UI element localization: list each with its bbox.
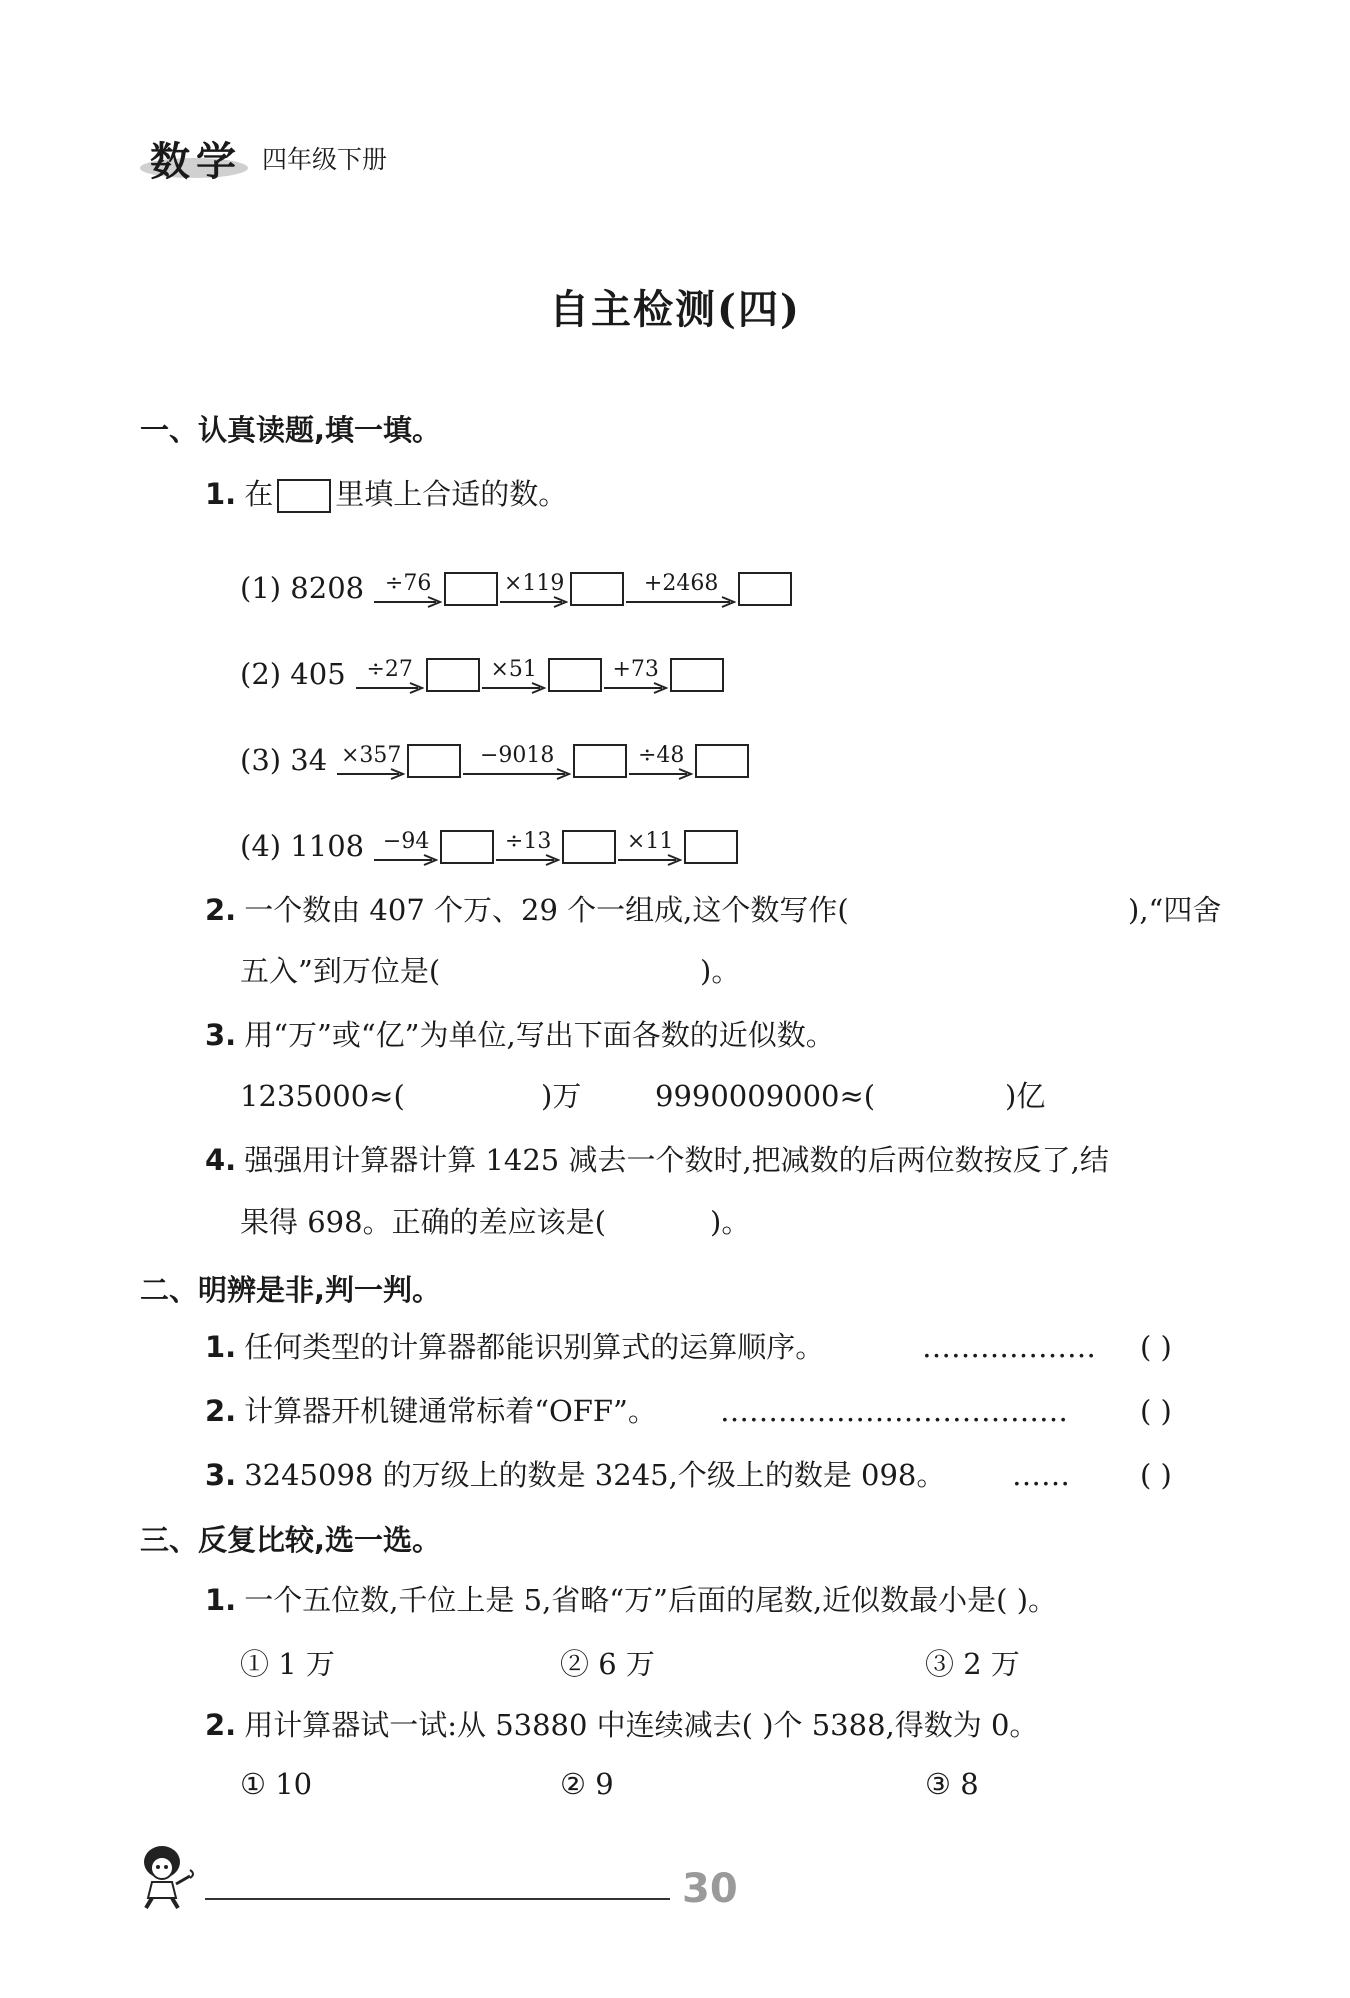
q1-3-item-a-end: )万 [541,1079,582,1113]
question-number: 4. [205,1143,237,1177]
answer-box[interactable] [407,744,461,778]
mascot-icon [130,1840,202,1912]
section-2-heading: 二、明辨是非,判一判。 [140,1273,442,1307]
choice-question-text: 用计算器试一试:从 53880 中连续减去( )个 5388,得数为 0。 [244,1708,1039,1742]
choice-question-text: 一个五位数,千位上是 5,省略“万”后面的尾数,近似数最小是( )。 [244,1583,1058,1617]
q1-4-line1 [205,1140,1109,1180]
option-2[interactable]: ② 9 [560,1767,614,1801]
question-number: 3. [205,1458,237,1492]
judge-statement: 任何类型的计算器都能识别算式的运算顺序。 [244,1330,825,1364]
operation-label: ×119 [503,571,565,596]
option-2[interactable]: ② 6 万 [560,1647,655,1681]
operation-label: ÷76 [384,571,432,596]
judge-item-3 [205,1455,945,1495]
chain-operation [374,830,438,866]
chain-operation [374,572,442,608]
arrow-icon [482,682,546,694]
judge-answer-slot[interactable]: ( ) [1140,1330,1172,1364]
question-number: 1. [205,1330,237,1364]
q1-4-line2-end: )。 [710,1205,751,1239]
chain-operation [337,744,405,780]
q1-3-item-b-end: )亿 [1005,1079,1046,1113]
answer-box[interactable] [695,744,749,778]
q1-2-line2: 五入”到万位是( [240,954,441,988]
q1-3-prompt [205,1015,835,1055]
option-1[interactable]: ① 1 万 [240,1647,335,1681]
chain-operation [500,572,568,608]
page-title: 自主检测(四) [549,286,801,333]
chain-operation [604,658,668,694]
arrow-icon [629,768,693,780]
arrow-icon [374,854,438,866]
judge-answer-slot[interactable]: ( ) [1140,1458,1172,1492]
leader-dots: ……………………………… [720,1394,1068,1428]
choice-q2 [205,1705,1038,1745]
page-number: 30 [682,1866,738,1912]
answer-box[interactable] [738,572,792,606]
judge-statement: 计算器开机键通常标着“OFF”。 [244,1394,657,1428]
q1-4-text: 强强用计算器计算 1425 减去一个数时,把减数的后两位数按反了,结 [244,1143,1109,1177]
q1-3-item-b: 9990009000≈( [655,1079,876,1113]
example-blank-box [277,479,331,513]
question-number: 3. [205,1018,237,1052]
chain-operation [626,572,736,608]
grade-label: 四年级下册 [262,145,388,174]
footer-rule [205,1898,670,1900]
arrow-icon [604,682,668,694]
chain-operation [629,744,693,780]
section-1-heading: 一、认真读题,填一填。 [140,413,442,447]
q1-3-text: 用“万”或“亿”为单位,写出下面各数的近似数。 [244,1018,835,1052]
chain-operation [496,830,560,866]
operation-label: +73 [612,657,659,682]
chain-start: (3) 34 [240,743,328,777]
answer-box[interactable] [426,658,480,692]
choice-q1 [205,1580,1057,1620]
q1-4-line2: 果得 698。正确的差应该是( [240,1205,606,1239]
q1-2-line2-end: )。 [700,954,741,988]
arrow-icon [337,768,405,780]
q1-3-item-a: 1235000≈( [240,1079,405,1113]
arrow-icon [463,768,571,780]
arrow-icon [496,854,560,866]
q1-2-text-a: 一个数由 407 个万、29 个一组成,这个数写作( [244,893,849,927]
answer-box[interactable] [570,572,624,606]
operation-label: ×11 [626,829,674,854]
operation-label: +2468 [643,571,719,596]
option-3[interactable]: ③ 2 万 [925,1647,1020,1681]
answer-box[interactable] [573,744,627,778]
chain-start: (4) 1108 [240,829,365,863]
leader-dots: …… [1012,1458,1070,1492]
option-1[interactable]: ① 10 [240,1767,313,1801]
chain-row-3 [240,720,749,780]
q1-2-line1 [205,890,849,930]
q1-2-line1-end: ),“四舍 [1128,893,1222,927]
judge-item-1 [205,1327,824,1367]
question-number: 1. [205,477,237,511]
answer-box[interactable] [444,572,498,606]
subject-label: 数学 [150,139,242,185]
chain-operation [356,658,424,694]
arrow-icon [374,596,442,608]
chain-start: (2) 405 [240,657,346,691]
q1-1-pre: 在 [244,477,274,511]
judge-answer-slot[interactable]: ( ) [1140,1394,1172,1428]
operation-label: ÷13 [504,829,552,854]
answer-box[interactable] [670,658,724,692]
chain-row-1 [240,548,792,608]
judge-item-2 [205,1391,657,1431]
answer-box[interactable] [562,830,616,864]
chain-start: (1) 8208 [240,571,365,605]
arrow-icon [626,596,736,608]
q1-1-post: 里填上合适的数。 [335,477,568,511]
question-number: 2. [205,1394,237,1428]
question-number: 2. [205,1708,237,1742]
answer-box[interactable] [440,830,494,864]
question-number: 1. [205,1583,237,1617]
answer-box[interactable] [684,830,738,864]
q1-1-prompt [205,474,567,514]
operation-label: ÷48 [637,743,685,768]
leader-dots: ……………… [922,1330,1096,1364]
question-number: 2. [205,893,237,927]
option-3[interactable]: ③ 8 [925,1767,979,1801]
arrow-icon [500,596,568,608]
operation-label: ×51 [490,657,537,682]
operation-label: −9018 [479,743,555,768]
arrow-icon [356,682,424,694]
answer-box[interactable] [548,658,602,692]
operation-label: ×357 [340,743,402,768]
chain-row-4 [240,806,738,866]
chain-operation [463,744,571,780]
chain-operation [618,830,682,866]
chain-operation [482,658,546,694]
chain-row-2 [240,634,724,694]
judge-statement: 3245098 的万级上的数是 3245,个级上的数是 098。 [244,1458,946,1492]
section-3-heading: 三、反复比较,选一选。 [140,1523,442,1557]
operation-label: ÷27 [366,657,413,682]
operation-label: −94 [382,829,430,854]
arrow-icon [618,854,682,866]
